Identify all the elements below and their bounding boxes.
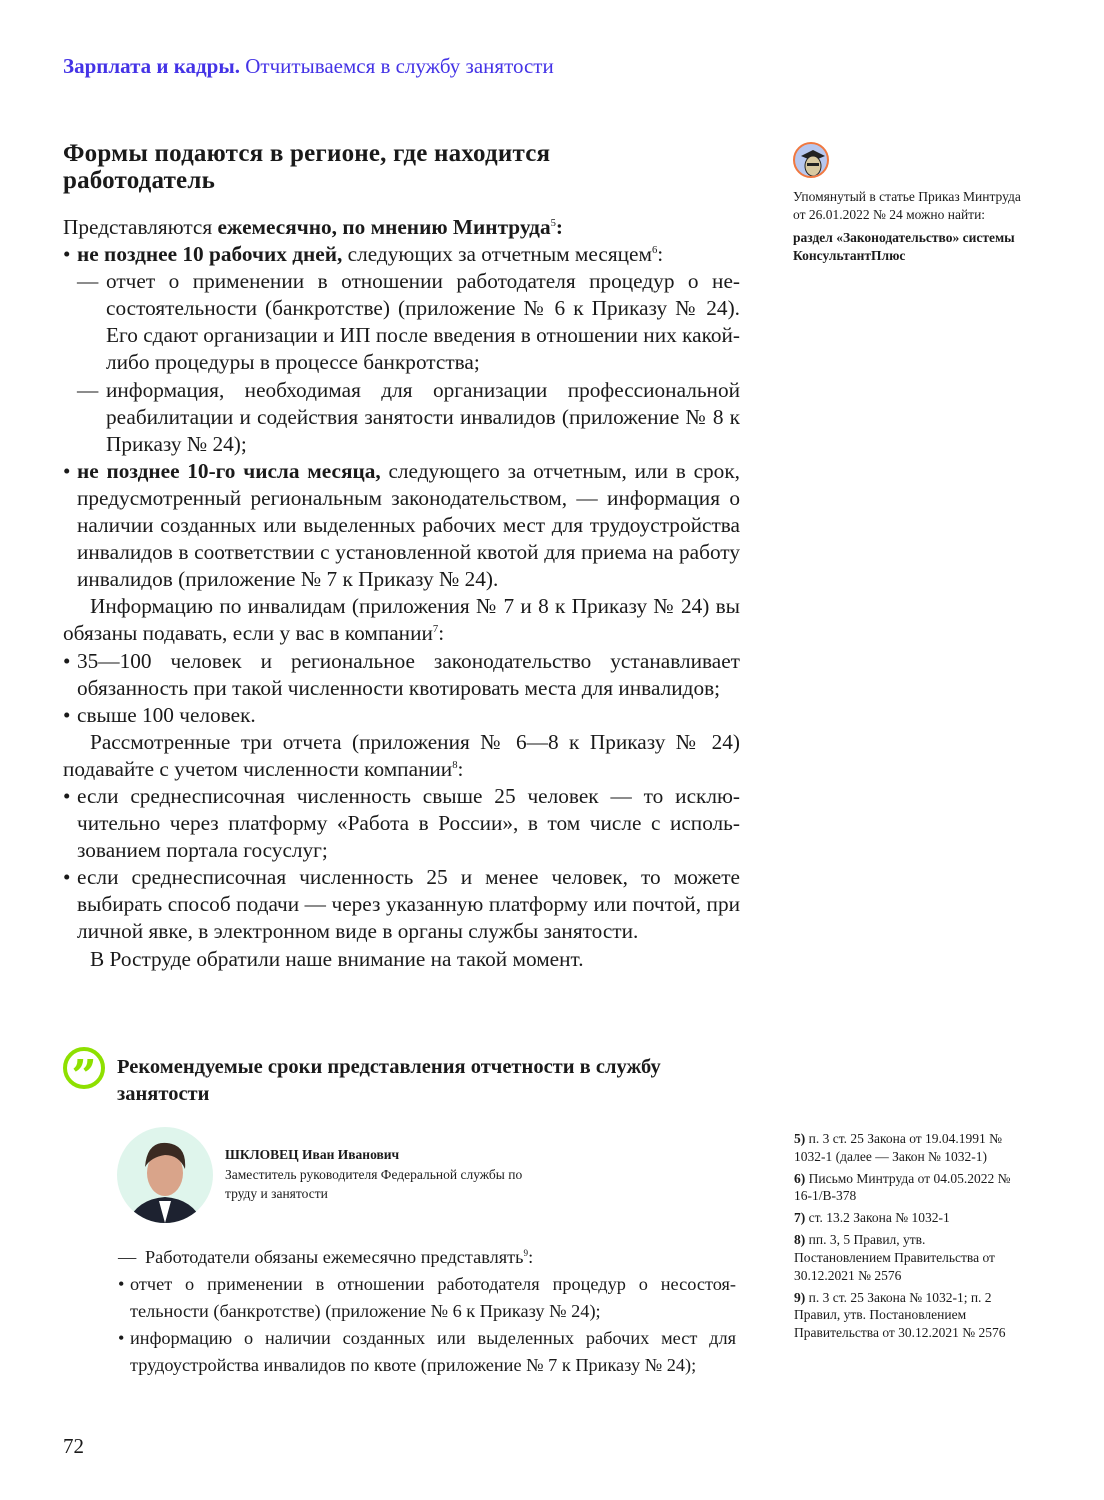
sidebar-source: раздел «Законодательство» системы КонсультантПлюс — [793, 230, 1015, 263]
professor-avatar-icon — [793, 142, 829, 178]
footnote: 6) Письмо Минтруда от 04.05.2022 № 16-1/В-378 — [794, 1170, 1011, 1204]
expert-info — [225, 1145, 555, 1204]
paragraph: Рассмотренные три отчета (приложения № 6—8 к Приказу № 24) подавайте с учетом численности компании$^8$: — [63, 729, 740, 781]
footnotes — [794, 1130, 1024, 1346]
quote-icon: ” — [63, 1047, 105, 1089]
list-item: • если среднесписочная численность свыше 25 человек — то исключительно через платформу «Работа в России», в том числе с использованием портала госуслуг; — [63, 783, 740, 864]
list-item: • свыше 100 человек. — [63, 702, 740, 729]
footnote: 7) ст. 13.2 Закона № 1032-1 — [794, 1210, 950, 1226]
section-name: Зарплата и кадры. — [63, 54, 241, 78]
footnote: 5) п. 3 ст. 25 Закона от 19.04.1991 № 1032-1 (далее — Закон № 1032-1) — [794, 1131, 1003, 1164]
paragraph: Информацию по инвалидам (приложения № 7 и 8 к Приказу № 24) вы обязаны подавать, если у вас в компании$^7$: — [63, 594, 740, 646]
list-item: — информация, необходимая для организации профессиональной реабилитации и содействия занятости инвалидов (приложение № 8 к Приказу № 24); — [63, 377, 740, 458]
expert-photo — [117, 1127, 213, 1223]
running-header — [63, 54, 554, 79]
page-number: 72 — [63, 1434, 84, 1458]
footnote: 8) пп. 3, 5 Правил, утв. Постановлением Правительства от 30.12.2021 № 2576 — [794, 1232, 995, 1283]
intro-paragraph: Представляются ежемесячно, по мнению Минтруда$^5$: — [63, 215, 564, 239]
quote-lead: — Работодатели обязаны ежемесячно представлять$^9$: — [118, 1244, 736, 1271]
sidebar-note: Упомянутый в статье Приказ Минтруда от 26.01.2022 № 24 можно найти: раздел «Законодательство» системы КонсультантПлюс — [793, 188, 1023, 264]
list-item: • 35—100 человек и региональное законодательство устанавливает обязанность при такой численности квотировать места для инвалидов; — [63, 648, 740, 702]
paragraph: В Роструде обратили наше внимание на такой момент. — [90, 946, 584, 971]
article-body — [63, 214, 740, 973]
list-item: • информацию о наличии созданных или выделенных рабочих мест для трудоустройства инвалидов по квоте (приложение № 7 к Приказу № 24); — [118, 1325, 736, 1379]
expert-name: ШКЛОВЕЦ Иван Иванович — [225, 1147, 400, 1162]
quote-body — [118, 1244, 736, 1379]
quote-heading: Рекомендуемые сроки представления отчетности в службу занятости — [117, 1056, 661, 1105]
list-item: • отчет о применении в отношении работодателя процедур о несостоятельности (банкротстве) (приложение № 6 к Приказу № 24); — [118, 1271, 736, 1325]
expert-title: Заместитель руководителя Федеральной службы по труду и занятости — [225, 1166, 523, 1201]
footnote: 9) п. 3 ст. 25 Закона № 1032-1; п. 2 Правил, утв. Постановлением Правительства от 30.12.2021 № 2576 — [794, 1289, 1006, 1340]
list-item: • не позднее 10 рабочих дней, следующих за отчетным месяцем$^6$: — [63, 241, 740, 268]
list-item: — отчет о применении в отношении работодателя процедур о несостоятельности (банкротстве) (приложение № 6 к Приказу № 24). Его сдают организации и ИП после введения в отношении них какой-либо процедуры в процессе банкротства; — [63, 268, 740, 376]
list-item: • не позднее 10-го числа месяца, следующего за отчетным, или в срок, предусмотренный региональным законодательством, — информация о наличии созданных или выделенных рабочих мест для трудоустройства инвалидов в соответствии с установленной квотой для приема на работу инвалидов (приложение № 7 к Приказу № 24). — [63, 458, 740, 593]
section-heading: Формы подаются в регионе, где находится работодатель — [63, 140, 551, 194]
article-title: Отчитываемся в службу занятости — [245, 54, 554, 78]
list-item: • если среднесписочная численность 25 и менее человек, то можете выбирать способ подачи — через указанную платформу или почтой, при личной явке, в электронном виде в органы службы занятости. — [63, 864, 740, 945]
